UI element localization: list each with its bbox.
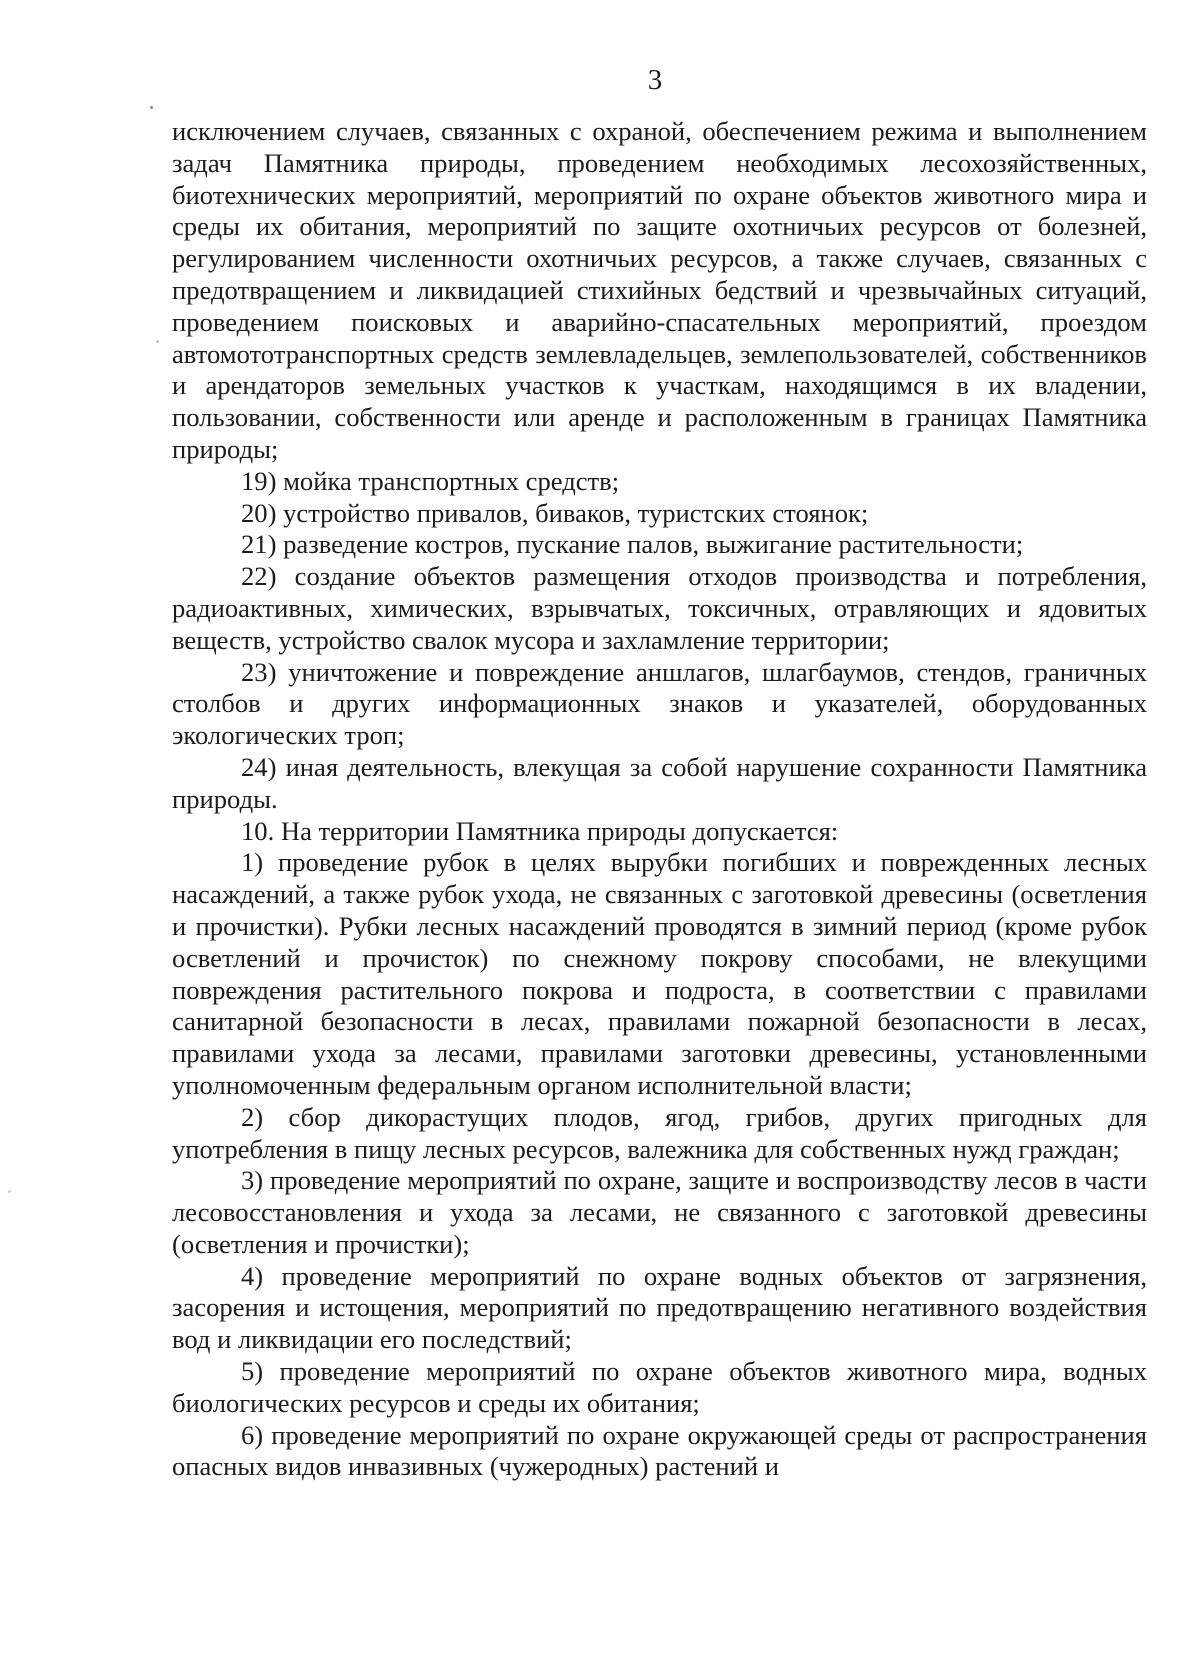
page-number: 3 bbox=[647, 64, 663, 96]
list-item-22: 22) создание объектов размещения отходов производства и потребления, радиоактивных, химических, взрывчатых, токсичных, отравляющих и ядовитых веществ, устройство свалок мусора и захламление территории; bbox=[172, 561, 1147, 655]
list-item-21: 21) разведение костров, пускание палов, выжигание растительности; bbox=[241, 529, 1024, 560]
document-body bbox=[172, 116, 1147, 1483]
scan-speck bbox=[8, 1190, 11, 1193]
allowed-item-5: 5) проведение мероприятий по охране объектов животного мира, водных биологических ресурсов и среды их обитания; bbox=[172, 1356, 1147, 1418]
scan-speck bbox=[156, 340, 159, 343]
list-item-23: 23) уничтожение и повреждение аншлагов, шлагбаумов, стендов, граничных столбов и других информационных знаков и указателей, оборудованных экологических троп; bbox=[172, 656, 1147, 751]
allowed-item-2: 2) сбор дикорастущих плодов, ягод, грибов, других пригодных для употребления в пищу лесных ресурсов, валежника для собственных нужд граждан; bbox=[172, 1101, 1147, 1164]
list-item-24: 24) иная деятельность, влекущая за собой нарушение сохранности Памятника природы. bbox=[172, 751, 1147, 814]
allowed-item-4: 4) проведение мероприятий по охране водных объектов от загрязнения, засорения и истощения, мероприятий по предотвращению негативного воздействия вод и ликвидации его последствий; bbox=[172, 1260, 1147, 1355]
list-item-20: 20) устройство привалов, биваков, туристских стоянок; bbox=[241, 497, 869, 528]
allowed-item-3: 3) проведение мероприятий по охране, защите и воспроизводству лесов в части лесовосстановления и ухода за лесами, не связанного с заготовкой древесины (осветления и прочистки); bbox=[172, 1165, 1147, 1259]
list-item-19: 19) мойка транспортных средств; bbox=[241, 465, 620, 496]
allowed-item-6: 6) проведение мероприятий по охране окружающей среды от распространения опасных видов инвазивных (чужеродных) растений и bbox=[172, 1419, 1147, 1482]
paragraph-continuation: исключением случаев, связанных с охраной, обеспечением режима и выполнением задач Памятника природы, проведением необходимых лесохозяйственных, биотехнических мероприятий, мероприятий по охране объектов животного мира и среды их обитания, мероприятий по защите охотничьих ресурсов от болезней, регулированием численности охотничьих ресурсов, а также случаев, связанных с предотвращением и ликвидацией стихийных бедствий и чрезвычайных ситуаций, проведением поисковых и аварийно-спасательных мероприятий, проездом автомототранспортных средств землевладельцев, землепользователей, собственников и арендаторов земельных участков к участкам, находящимся в их владении, пользовании, собственности или аренде и расположенным в границах Памятника природы; bbox=[172, 116, 1147, 464]
section-10-heading: 10. На территории Памятника природы допускается: bbox=[241, 815, 839, 846]
allowed-item-1: 1) проведение рубок в целях вырубки погибших и поврежденных лесных насаждений, а также рубок ухода, не связанных с заготовкой древесины (осветления и прочистки). Рубки лесных насаждений проводятся в зимний период (кроме рубок осветлений и прочисток) по снежному покрову способами, не влекущими повреждения растительного покрова и подроста, в соответствии с правилами санитарной безопасности в лесах, правилами пожарной безопасности в лесах, правилами ухода за лесами, правилами заготовки древесины, установленными уполномоченным федеральным органом исполнительной власти; bbox=[172, 847, 1147, 1100]
scan-speck bbox=[150, 106, 153, 109]
